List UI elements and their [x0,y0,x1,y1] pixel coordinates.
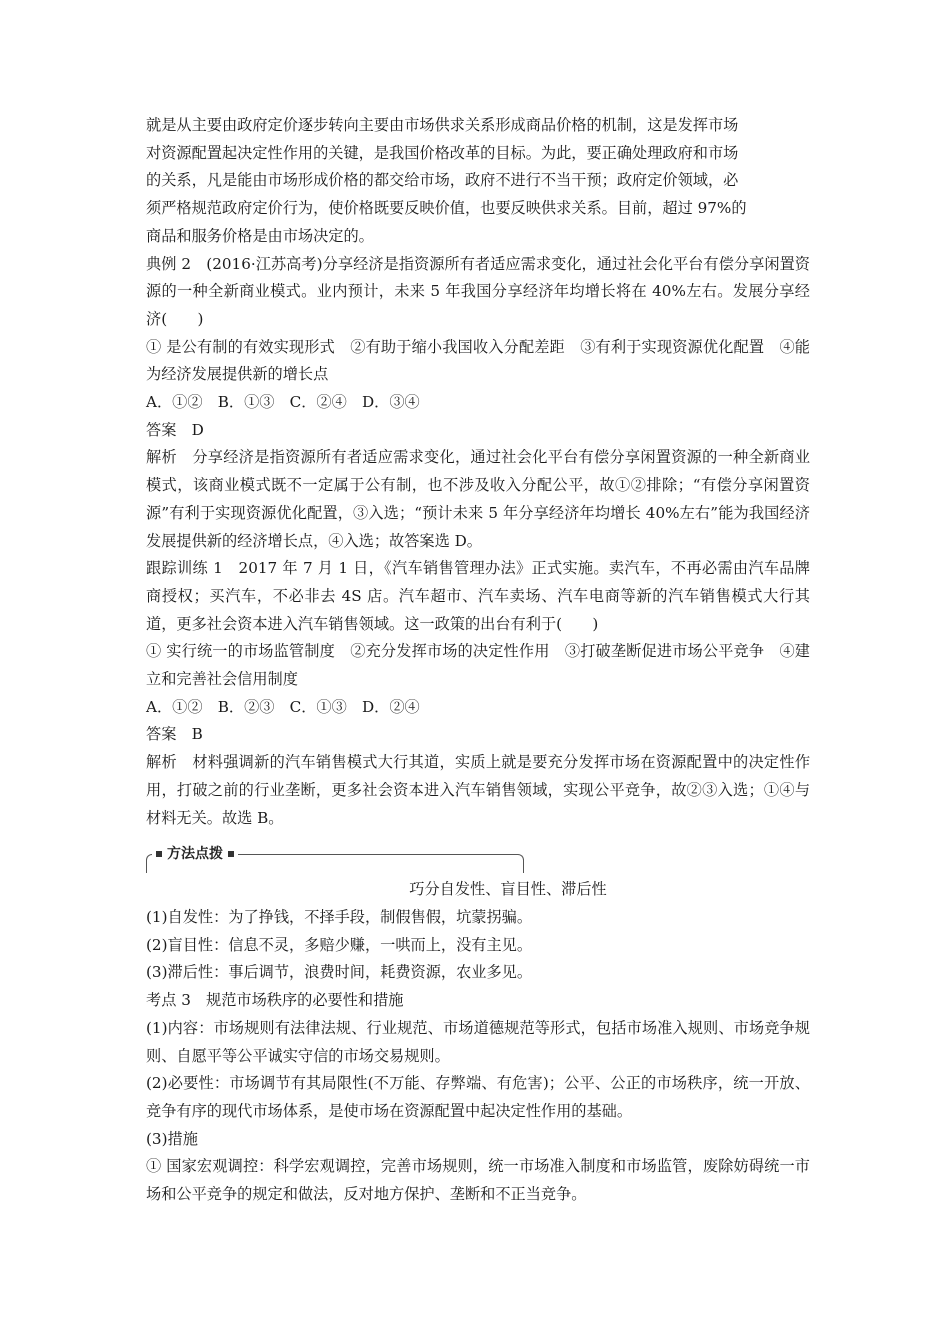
example-2 [146,251,810,556]
point-3-content: (1)内容：市场规则有法律法规、行业规范、市场道德规范等形式，包括市场准入规则、市场竞争规则、自愿平等公平诚实守信的市场交易规则。 [146,1018,810,1065]
example-2-analysis: 解析 分享经济是指资源所有者适应需求变化，通过社会化平台有偿分享闲置资源的一种全新商业模式，该商业模式既不一定属于公有制，也不涉及收入分配公平，故①②排除；“有偿分享闲置资源”有利于实现资源优化配置，③入选；“预计未来 5 年分享经济年均增长 40%左右”能为我国经济发展提供新的经济增长点，④入选；故答案选 D。 [146,448,810,550]
intro-line: 对资源配置起决定性作用的关键，是我国价格改革的目标。为此，要正确处理政府和市场 [146,143,739,162]
practice-1-options: A．①② B．②③ C．①③ D．②④ [146,697,420,716]
practice-1-statements: ① 实行统一的市场监管制度 ②充分发挥市场的决定性作用 ③打破垄断促进市场公平竞争 ④建立和完善社会信用制度 [146,642,810,689]
method-box-header [146,846,810,876]
document-page [146,112,810,1209]
practice-1-analysis: 解析 材料强调新的汽车销售模式大行其道，实质上就是要充分发挥市场在资源配置中的决定性作用，打破之前的行业垄断，更多社会资本进入汽车销售领域，实现公平竞争，故②③入选；①④与材料无关。故选 B。 [146,753,810,827]
method-box-label: 方法点拨 [167,846,223,863]
point-3-necessity: (2)必要性：市场调节有其局限性(不万能、存弊端、有危害)；公平、公正的市场秩序，统一开放、竞争有序的现代市场体系，是使市场在资源配置中起决定性作用的基础。 [146,1074,810,1120]
intro-line: 须严格规范政府定价行为，使价格既要反映价值，也要反映供求关系。目前，超过 97%的 [146,199,747,218]
example-2-options: A．①② B．①③ C．②④ D．③④ [146,393,420,412]
example-2-statements: ① 是公有制的有效实现形式 ②有助于缩小我国收入分配差距 ③有利于实现资源优化配置 ④能为经济发展提供新的增长点 [146,337,810,384]
method-box-label-wrap [152,844,238,864]
practice-1-answer: 答案 B [146,725,203,744]
example-2-question: 典例 2 (2016·江苏高考)分享经济是指资源所有者适应需求变化，通过社会化平台有偿分享闲置资源的一种全新商业模式。业内预计，未来 5 年我国分享经济年均增长将在 40%左右。发展分享经济( ) [146,254,810,328]
point-3-measures-heading: (3)措施 [146,1129,198,1148]
intro-line: 的关系，凡是能由市场形成价格的都交给市场，政府不进行不当干预；政府定价领域，必 [146,171,739,190]
point-3-heading: 考点 3 规范市场秩序的必要性和措施 [146,991,404,1010]
method-box [146,876,810,987]
method-box-title: 巧分自发性、盲目性、滞后性 [409,880,607,899]
intro-paragraph [146,112,810,251]
intro-line: 商品和服务价格是由市场决定的。 [146,226,374,245]
square-bullet-icon [228,851,234,857]
point-3-measure-1: ① 国家宏观调控：科学宏观调控，完善市场规则，统一市场准入制度和市场监管，废除妨碍统一市场和公平竞争的规定和做法，反对地方保护、垄断和不正当竞争。 [146,1157,810,1204]
point-3 [146,987,810,1209]
method-item: (2)盲目性：信息不灵，多赔少赚，一哄而上，没有主见。 [146,935,533,954]
square-bullet-icon [156,851,162,857]
intro-line: 就是从主要由政府定价逐步转向主要由市场供求关系形成商品价格的机制，这是发挥市场 [146,116,739,134]
method-item: (3)滞后性：事后调节，浪费时间，耗费资源，农业多见。 [146,963,533,982]
example-2-answer: 答案 D [146,420,204,439]
practice-1 [146,555,810,832]
practice-1-question: 跟踪训练 1 2017 年 7 月 1 日，《汽车销售管理办法》正式实施。卖汽车，不再必需由汽车品牌商授权；买汽车，不必非去 4S 店。汽车超市、汽车卖场、汽车电商等新的汽车销售模式大行其道，更多社会资本进入汽车销售领域。这一政策的出台有利于( ) [146,559,810,633]
method-item: (1)自发性：为了挣钱，不择手段，制假售假，坑蒙拐骗。 [146,907,533,926]
